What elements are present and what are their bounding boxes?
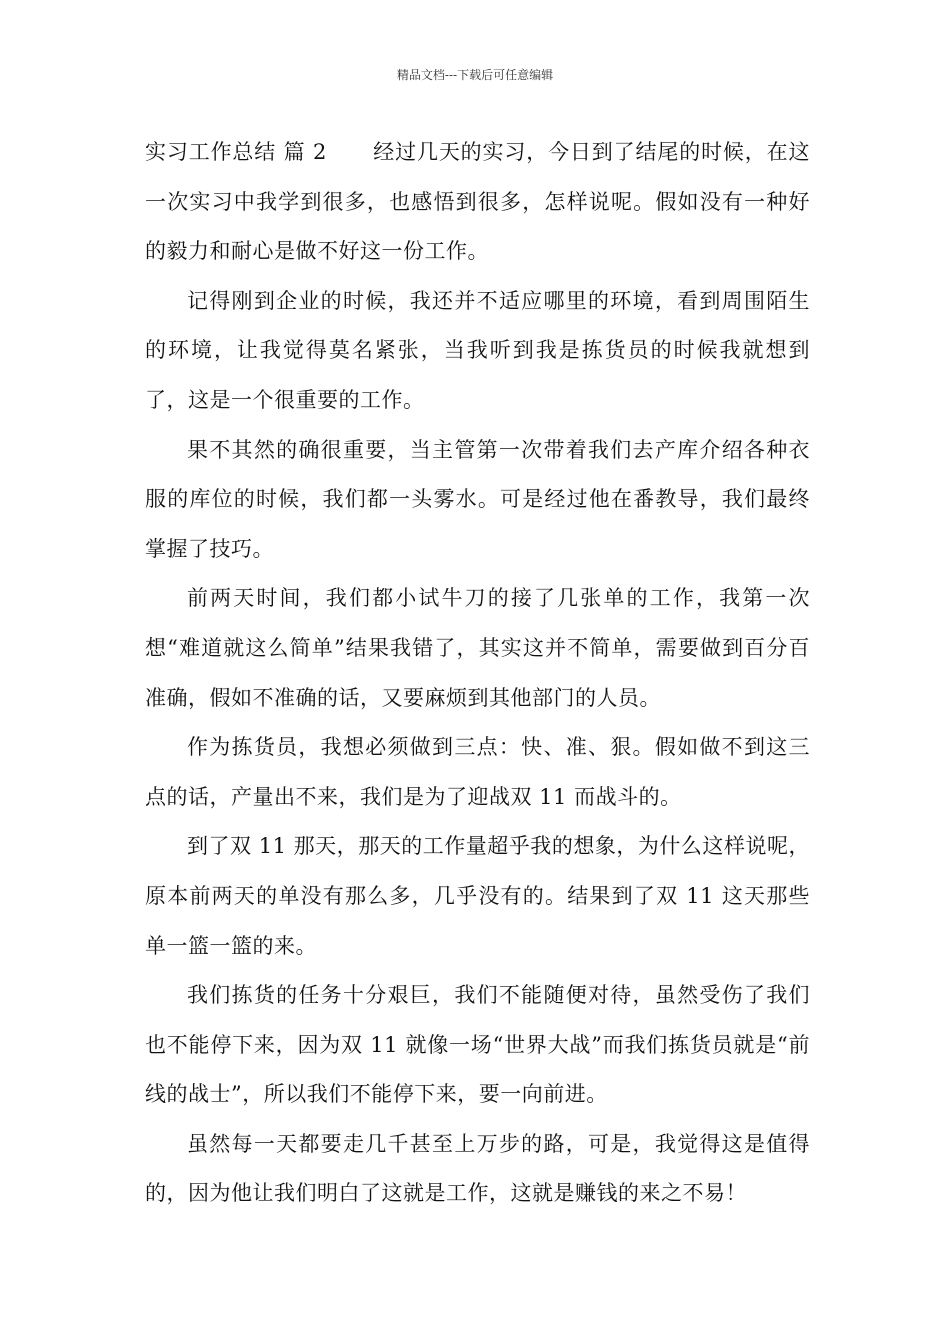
paragraph: 作为拣货员，我想必须做到三点：快、准、狠。假如做不到这三点的话，产量出不来，我们是为了迎战双 11 而战斗的。 <box>145 735 810 809</box>
page-header: 精品文档---下载后可任意编辑 <box>396 68 554 82</box>
paragraph: 记得刚到企业的时候，我还并不适应哪里的环境，看到周围陌生的环境，让我觉得莫名紧张，当我听到我是拣货员的时候我就想到了，这是一个很重要的工作。 <box>145 288 810 412</box>
paragraph: 到了双 11 那天，那天的工作量超乎我的想象，为什么这样说呢，原本前两天的单没有那么多，几乎没有的。结果到了双 11 这天那些单一篮一篮的来。 <box>145 834 810 958</box>
intro-paragraph <box>145 128 810 277</box>
paragraph: 我们拣货的任务十分艰巨，我们不能随便对待，虽然受伤了我们也不能停下来，因为双 11 就像一场“世界大战”而我们拣货员就是“前线的战士”，所以我们不能停下来，要一向前进。 <box>145 983 810 1107</box>
document-title: 实习工作总结 篇 2 <box>145 140 327 164</box>
intro-text: 经过几天的实习，今日到了结尾的时候，在这一次实习中我学到很多，也感悟到很多，怎样说呢。假如没有一种好的毅力和耐心是做不好这一份工作。 <box>145 140 810 264</box>
paragraph: 前两天时间，我们都小试牛刀的接了几张单的工作，我第一次想“难道就这么简单”结果我错了，其实这并不简单，需要做到百分百准确，假如不准确的话，又要麻烦到其他部门的人员。 <box>145 586 810 710</box>
paragraph: 果不其然的确很重要，当主管第一次带着我们去产库介绍各种衣服的库位的时候，我们都一头雾水。可是经过他在番教导，我们最终掌握了技巧。 <box>145 437 810 561</box>
paragraph: 虽然每一天都要走几千甚至上万步的路，可是，我觉得这是值得的，因为他让我们明白了这就是工作，这就是赚钱的来之不易！ <box>145 1131 810 1206</box>
document-body <box>145 128 810 1219</box>
